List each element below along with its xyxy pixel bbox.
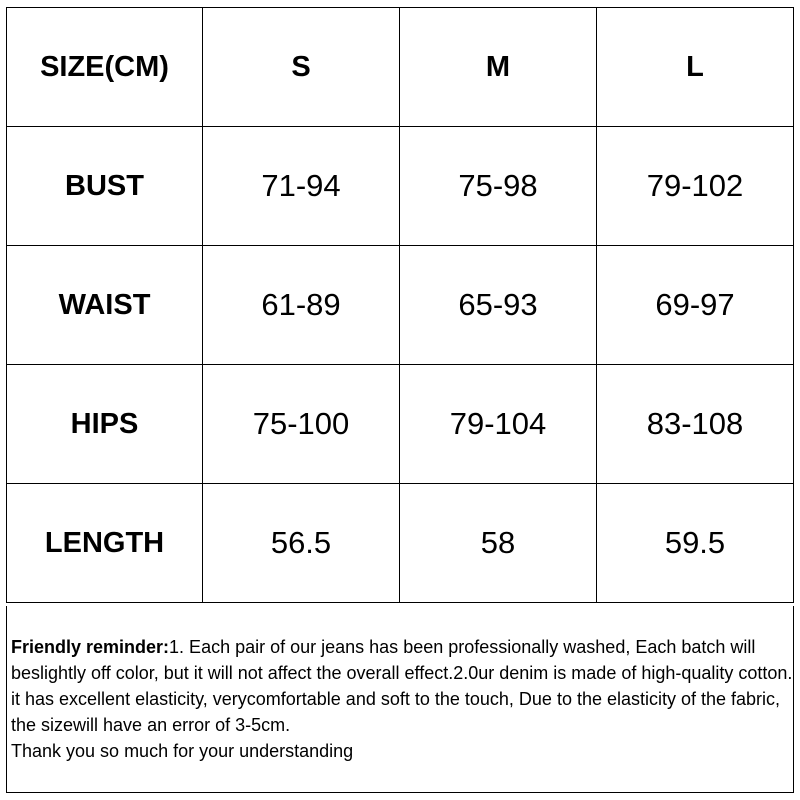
- length-l-value: 59.5: [597, 484, 794, 603]
- waist-m-value: 65-93: [400, 246, 597, 365]
- table-row-hips: [7, 365, 794, 484]
- reminder-thanks: Thank you so much for your understanding: [11, 741, 354, 761]
- hips-m-value: 79-104: [400, 365, 597, 484]
- row-label-hips: HIPS: [7, 365, 203, 484]
- length-s-value: 56.5: [203, 484, 400, 603]
- row-label-bust: BUST: [7, 127, 203, 246]
- bust-s-value: 71-94: [203, 127, 400, 246]
- size-m-header: M: [400, 8, 597, 127]
- size-s-header: S: [203, 8, 400, 127]
- table-row-bust: [7, 127, 794, 246]
- waist-s-value: 61-89: [203, 246, 400, 365]
- friendly-reminder-note: [6, 606, 794, 793]
- size-l-header: L: [597, 8, 794, 127]
- row-label-waist: WAIST: [7, 246, 203, 365]
- row-label-length: LENGTH: [7, 484, 203, 603]
- hips-l-value: 83-108: [597, 365, 794, 484]
- reminder-lead: Friendly reminder:: [11, 637, 170, 657]
- hips-s-value: 75-100: [203, 365, 400, 484]
- table-row-length: [7, 484, 794, 603]
- length-m-value: 58: [400, 484, 597, 603]
- size-cm-header: SIZE(CM): [7, 8, 203, 127]
- size-chart-table: [6, 7, 794, 603]
- table-header-row: [7, 8, 794, 127]
- bust-m-value: 75-98: [400, 127, 597, 246]
- bust-l-value: 79-102: [597, 127, 794, 246]
- waist-l-value: 69-97: [597, 246, 794, 365]
- table-row-waist: [7, 246, 794, 365]
- reminder-body: 1. Each pair of our jeans has been professionally washed, Each batch will beslightly off color, but it will not affect the overall effect.2.0ur denim is made of high-quality cotton. it has excellent elasticity, verycomfortable and soft to the touch, Due to the elasticity of the fabric, the sizewill have an error of 3-5cm.: [11, 637, 793, 735]
- reminder-paragraph: [11, 634, 793, 738]
